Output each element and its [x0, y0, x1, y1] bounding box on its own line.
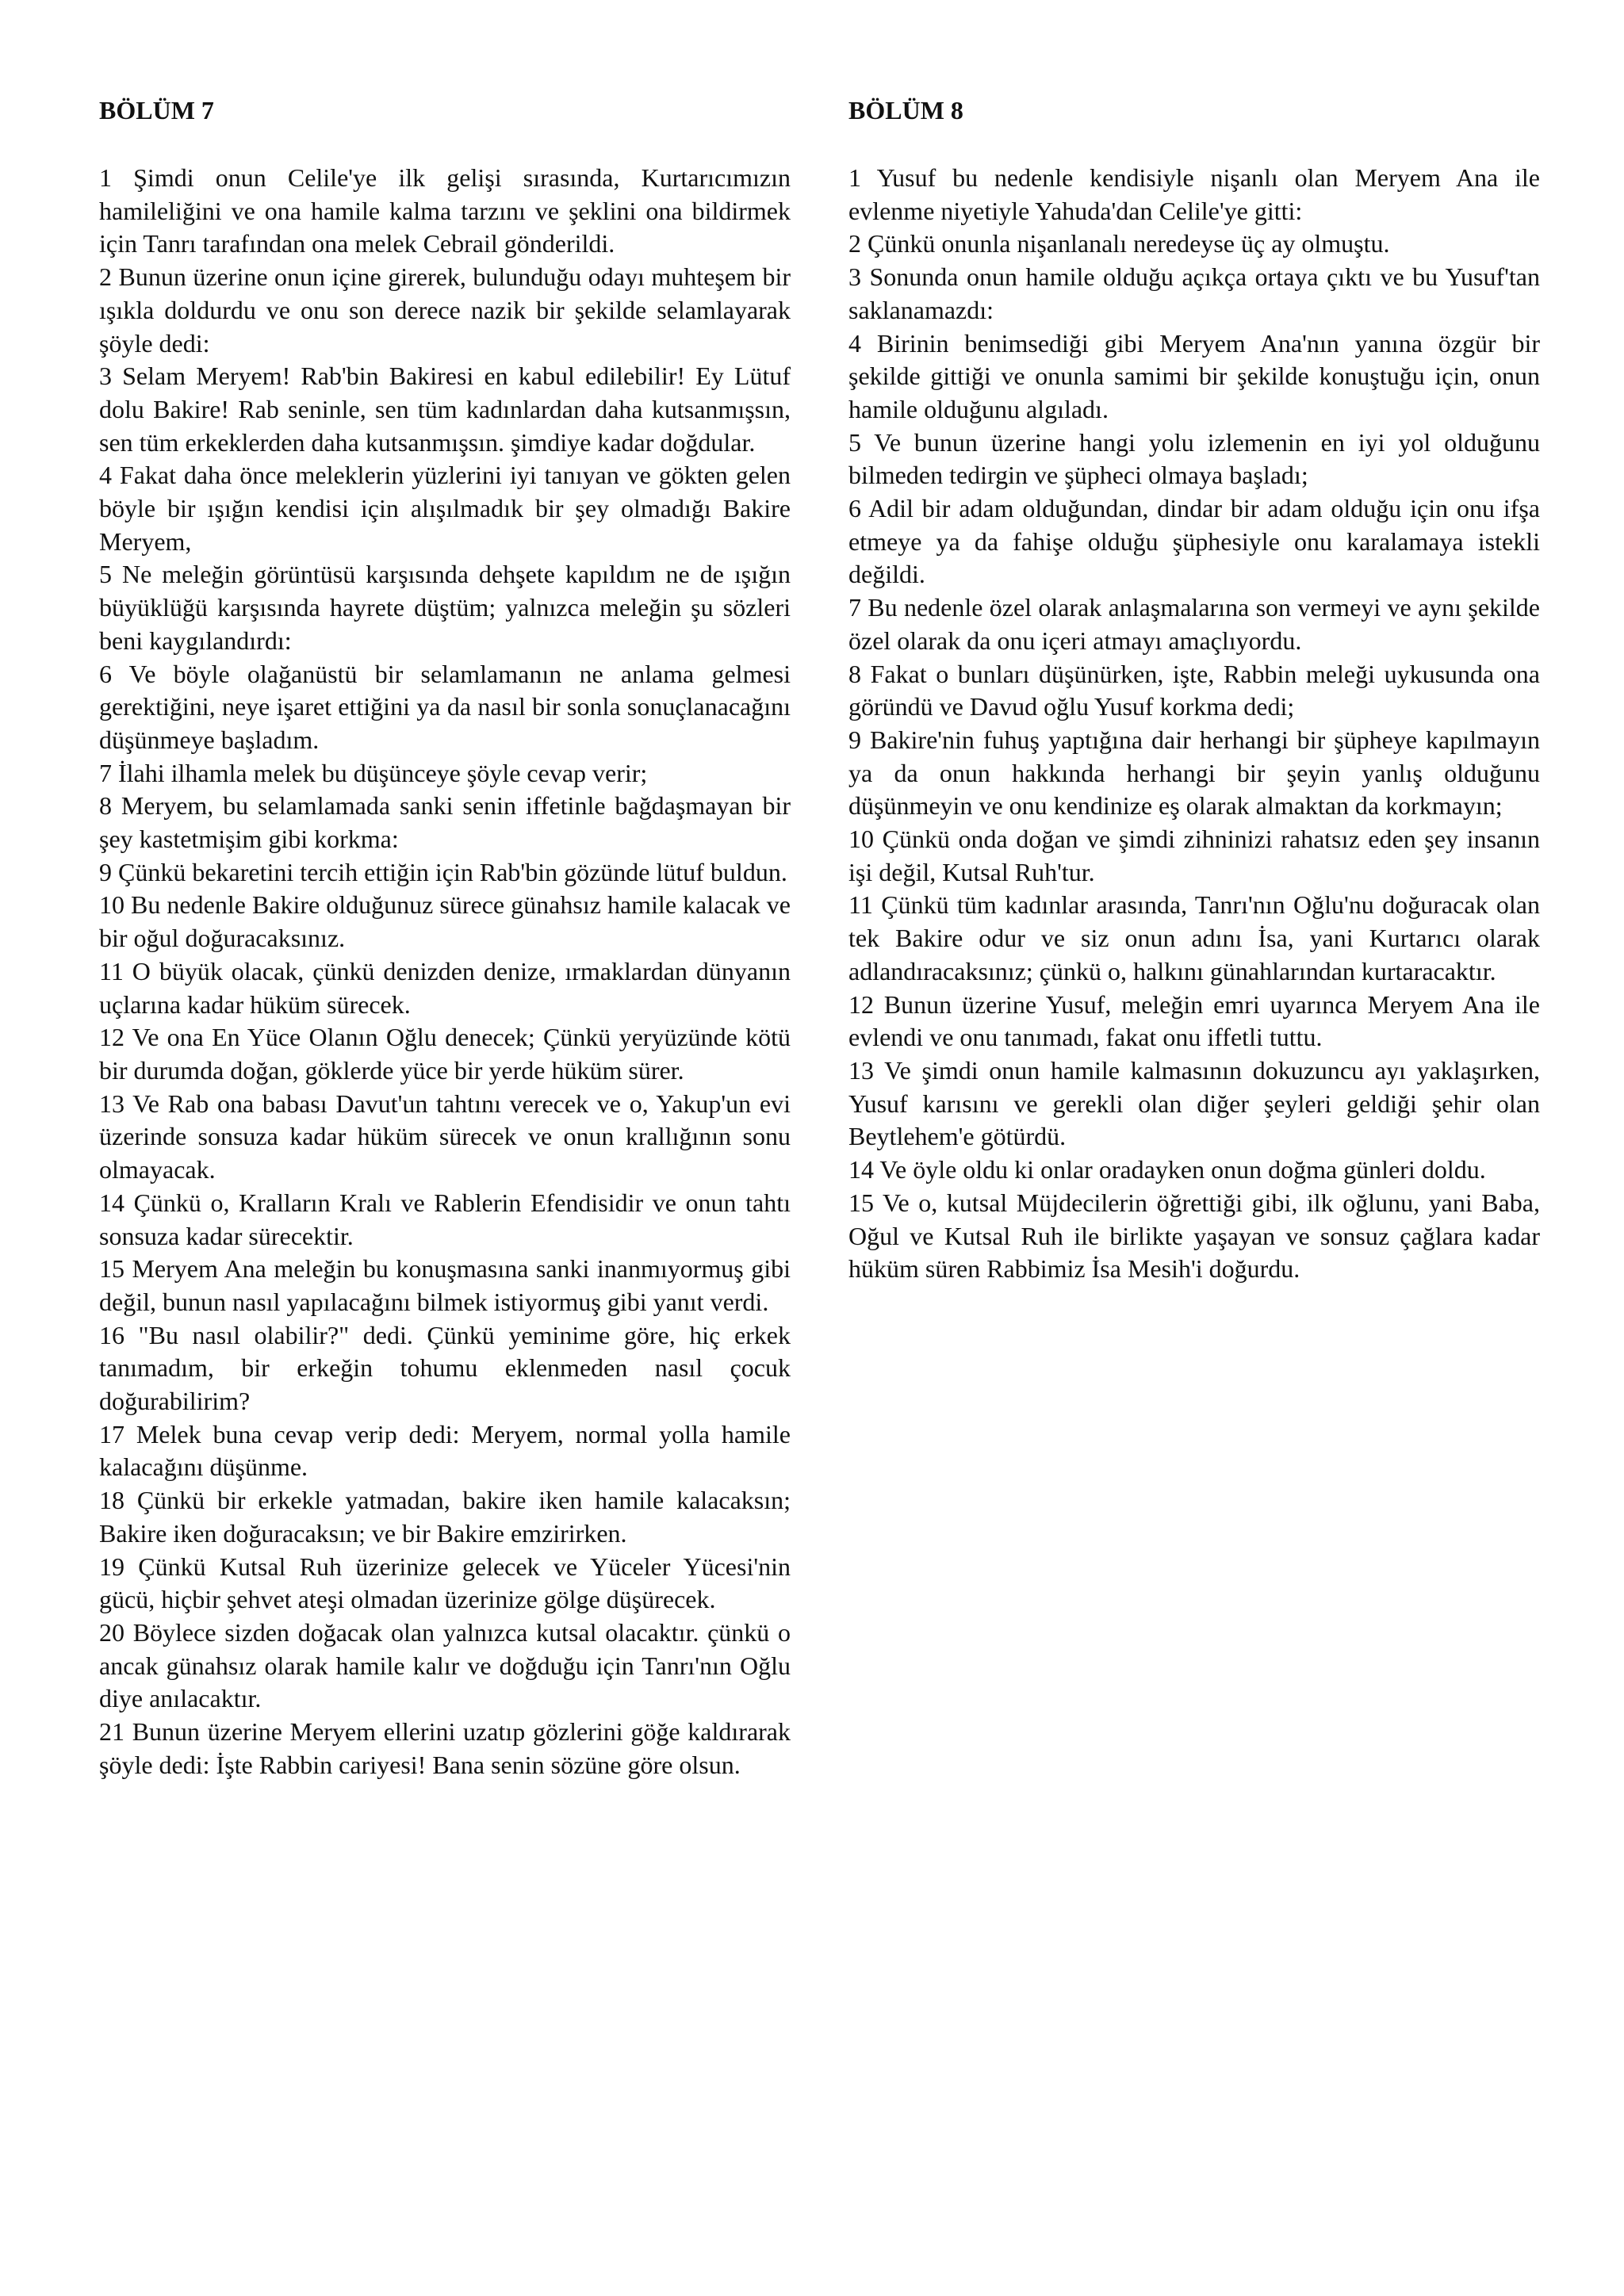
left-column: [99, 94, 791, 1781]
verse: 8 Fakat o bunları düşünürken, işte, Rabbin meleği uykusunda ona göründü ve Davud oğlu Yusuf korkma dedi;: [848, 659, 1540, 721]
verse: 19 Çünkü Kutsal Ruh üzerinize gelecek ve Yüceler Yücesi'nin gücü, hiçbir şehvet ateşi olmadan üzerinize gölge düşürecek.: [99, 1552, 791, 1614]
verse: 2 Çünkü onunla nişanlanalı neredeyse üç ay olmuştu.: [848, 229, 1390, 258]
verse: 7 İlahi ilhamla melek bu düşünceye şöyle cevap verir;: [99, 758, 648, 787]
verse: 10 Bu nedenle Bakire olduğunuz sürece günahsız hamile kalacak ve bir oğul doğuracaksınız.: [99, 890, 791, 953]
verse: 14 Ve öyle oldu ki onlar oradayken onun doğma günleri doldu.: [848, 1155, 1486, 1184]
chapter-7-verses: [99, 162, 791, 1781]
verse: 3 Sonunda onun hamile olduğu açıkça ortaya çıktı ve bu Yusuf'tan saklanamazdı:: [848, 262, 1540, 324]
verse: 11 Çünkü tüm kadınlar arasında, Tanrı'nın Oğlu'nu doğuracak olan tek Bakire odur ve siz onun adını İsa, yani Kurtarıcı olarak adlandıracaksınız; çünkü o, halkını günahlarından kurtaracaktır.: [848, 890, 1540, 985]
verse: 5 Ne meleğin görüntüsü karşısında dehşete kapıldım ne de ışığın büyüklüğü karşısında hayrete düştüm; yalnızca meleğin şu sözleri beni kaygılandırdı:: [99, 560, 791, 655]
verse: 5 Ve bunun üzerine hangi yolu izlemenin en iyi yol olduğunu bilmeden tedirgin ve şüpheci olmaya başladı;: [848, 427, 1540, 490]
verse: 1 Şimdi onun Celile'ye ilk gelişi sırasında, Kurtarıcımızın hamileliğini ve ona hamile kalma tarzını ve şeklini ona bildirmek için Tanrı tarafından ona melek Cebrail gönderildi.: [99, 163, 791, 258]
verse: 21 Bunun üzerine Meryem ellerini uzatıp gözlerini göğe kaldırarak şöyle dedi: İşte Rabbin cariyesi! Bana senin sözüne göre olsun.: [99, 1717, 791, 1779]
verse: 4 Fakat daha önce meleklerin yüzlerini iyi tanıyan ve gökten gelen böyle bir ışığın kendisi için alışılmadık bir şey olmadığı Bakire Meryem,: [99, 461, 791, 556]
verse: 1 Yusuf bu nedenle kendisiyle nişanlı olan Meryem Ana ile evlenme niyetiyle Yahuda'dan Celile'ye gitti:: [848, 163, 1540, 225]
verse: 12 Ve ona En Yüce Olanın Oğlu denecek; Çünkü yeryüzünde kötü bir durumda doğan, göklerde yüce bir yerde hüküm sürer.: [99, 1023, 791, 1085]
verse: 8 Meryem, bu selamlamada sanki senin iffetinle bağdaşmayan bir şey kastetmişim gibi korkma:: [99, 791, 791, 854]
verse: 9 Çünkü bekaretini tercih ettiğin için Rab'bin gözünde lütuf buldun.: [99, 857, 787, 886]
verse: 15 Ve o, kutsal Müjdecilerin öğrettiği gibi, ilk oğlunu, yani Baba, Oğul ve Kutsal Ruh ile birlikte yaşayan ve sonsuz çağlara kadar hüküm süren Rabbimiz İsa Mesih'i doğurdu.: [848, 1188, 1540, 1284]
right-column: [848, 94, 1540, 1286]
verse: 12 Bunun üzerine Yusuf, meleğin emri uyarınca Meryem Ana ile evlendi ve onu tanımadı, fakat onu iffetli tuttu.: [848, 989, 1540, 1052]
verse: 10 Çünkü onda doğan ve şimdi zihninizi rahatsız eden şey insanın işi değil, Kutsal Ruh'tur.: [848, 825, 1540, 886]
verse: 13 Ve Rab ona babası Davut'un tahtını verecek ve o, Yakup'un evi üzerinde sonsuza kadar hüküm sürecek ve onun krallığının sonu olmayacak.: [99, 1089, 791, 1184]
verse: 6 Ve böyle olağanüstü bir selamlamanın ne anlama gelmesi gerektiğini, neye işaret ettiğini ya da nasıl bir sonla sonuçlanacağını düşünmeye başladım.: [99, 659, 791, 754]
verse: 7 Bu nedenle özel olarak anlaşmalarına son vermeyi ve aynı şekilde özel olarak da onu içeri atmayı amaçlıyordu.: [848, 593, 1540, 655]
chapter-7-title: BÖLÜM 7: [99, 96, 214, 124]
chapter-8-verses: [848, 162, 1540, 1286]
verse: 2 Bunun üzerine onun içine girerek, bulunduğu odayı muhteşem bir ışıkla doldurdu ve onu son derece nazik bir şekilde selamlayarak şöyle dedi:: [99, 262, 791, 358]
verse: 6 Adil bir adam olduğundan, dindar bir adam olduğu için onu ifşa etmeye ya da fahişe olduğu şüphesiyle onu karalamaya istekli değildi.: [848, 494, 1540, 589]
verse: 20 Böylece sizden doğacak olan yalnızca kutsal olacaktır. çünkü o ancak günahsız olarak hamile kalır ve doğduğu için Tanrı'nın Oğlu diye anılacaktır.: [99, 1617, 791, 1713]
verse: 11 O büyük olacak, çünkü denizden denize, ırmaklardan dünyanın uçlarına kadar hüküm sürecek.: [99, 956, 791, 1019]
verse: 16 "Bu nasıl olabilir?" dedi. Çünkü yeminime göre, hiç erkek tanımadım, bir erkeğin tohumu eklenmeden nasıl çocuk doğurabilirim?: [99, 1320, 791, 1416]
verse: 4 Birinin benimsediği gibi Meryem Ana'nın yanına özgür bir şekilde gittiği ve onunla samimi bir şekilde konuştuğu için, onun hamile olduğunu algıladı.: [848, 328, 1540, 423]
chapter-8-title: BÖLÜM 8: [848, 96, 963, 124]
verse: 13 Ve şimdi onun hamile kalmasının dokuzuncu ayı yaklaşırken, Yusuf karısını ve gerekli olan diğer şeyleri geldiği şehir olan Beytlehem'e götürdü.: [848, 1055, 1540, 1151]
verse: 18 Çünkü bir erkekle yatmadan, bakire iken hamile kalacaksın; Bakire iken doğuracaksın; ve bir Bakire emzirirken.: [99, 1486, 791, 1548]
verse: 17 Melek buna cevap verip dedi: Meryem, normal yolla hamile kalacağını düşünme.: [99, 1419, 791, 1482]
verse: 3 Selam Meryem! Rab'bin Bakiresi en kabul edilebilir! Ey Lütuf dolu Bakire! Rab seninle, sen tüm kadınlardan daha kutsanmışsın, sen tüm erkeklerden daha kutsanmışsın. şimdiye kadar doğdular.: [99, 362, 791, 457]
verse: 14 Çünkü o, Kralların Kralı ve Rablerin Efendisidir ve onun tahtı sonsuza kadar sürecektir.: [99, 1188, 791, 1250]
verse: 15 Meryem Ana meleğin bu konuşmasına sanki inanmıyormuş gibi değil, bunun nasıl yapılacağını bilmek istiyormuş gibi yanıt verdi.: [99, 1254, 791, 1316]
verse: 9 Bakire'nin fuhuş yaptığına dair herhangi bir şüpheye kapılmayın ya da onun hakkında herhangi bir şeyin yanlış olduğunu düşünmeyin ve onu kendinize eş olarak almaktan da korkmayın;: [848, 725, 1540, 821]
